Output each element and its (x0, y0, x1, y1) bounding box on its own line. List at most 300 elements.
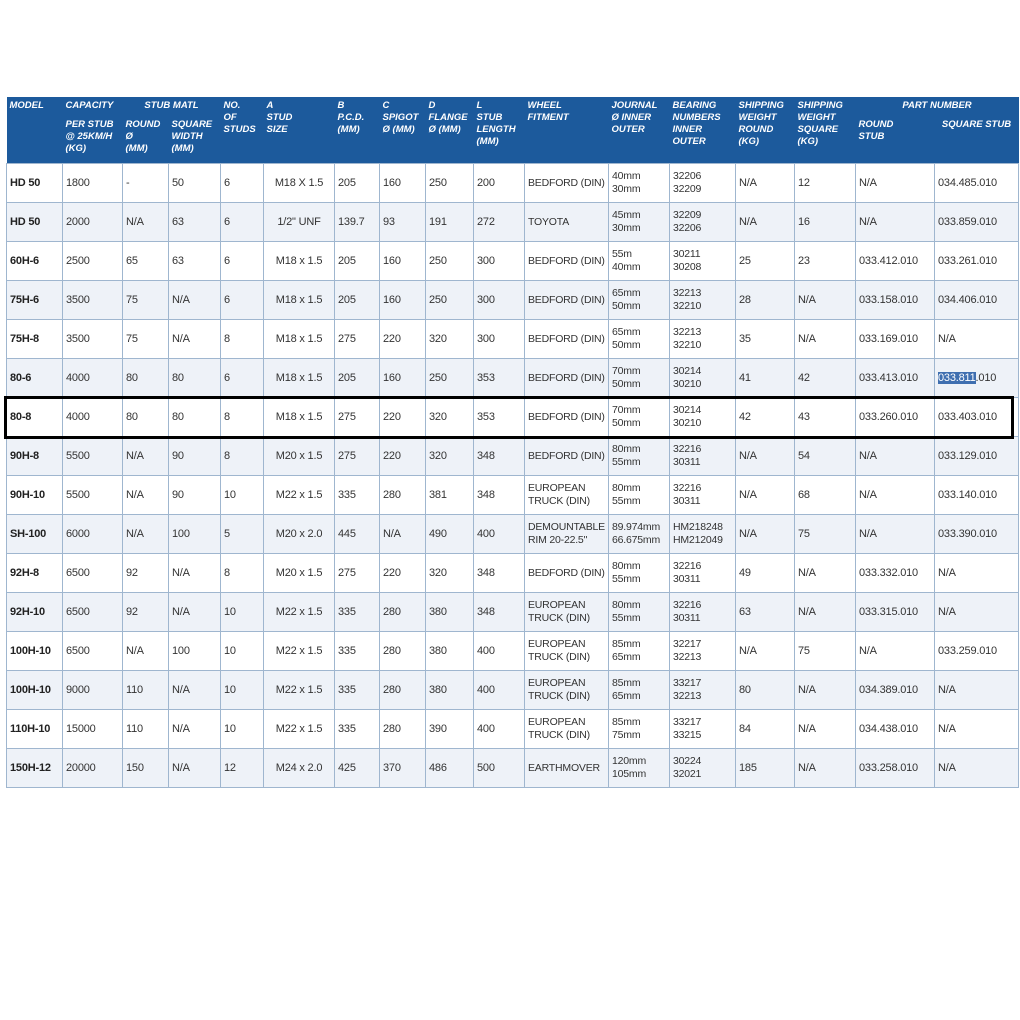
cell-journal: 40mm 30mm (609, 164, 670, 203)
cell-ship-round: N/A (736, 203, 795, 242)
cell-ship-square: 12 (795, 164, 856, 203)
cell-ship-round: 42 (736, 398, 795, 437)
cell-stub-length: 400 (474, 671, 525, 710)
cell-no-studs: 6 (221, 164, 264, 203)
header-stud-size: A STUD SIZE (264, 97, 335, 164)
cell-bearing: 33217 32213 (670, 671, 736, 710)
cell-pcd: 275 (335, 554, 380, 593)
cell-pcd: 139.7 (335, 203, 380, 242)
cell-no-studs: 10 (221, 476, 264, 515)
cell-bearing: 32213 32210 (670, 281, 736, 320)
cell-ship-round: 84 (736, 710, 795, 749)
cell-round-d: N/A (123, 515, 169, 554)
cell-square-width: N/A (169, 593, 221, 632)
cell-wheel-fitment: EUROPEAN TRUCK (DIN) (525, 593, 609, 632)
header-ship-square: SHIPPING WEIGHT SQUARE (KG) (795, 97, 856, 164)
cell-journal: 70mm 50mm (609, 398, 670, 437)
cell-capacity: 1800 (63, 164, 123, 203)
cell-round-d: 80 (123, 398, 169, 437)
cell-round-d: 92 (123, 593, 169, 632)
cell-flange: 191 (426, 203, 474, 242)
table-row (7, 476, 1019, 515)
cell-stub-length: 400 (474, 515, 525, 554)
cell-spigot: 93 (380, 203, 426, 242)
cell-spigot: 160 (380, 359, 426, 398)
cell-round-d: 65 (123, 242, 169, 281)
cell-ship-square: 23 (795, 242, 856, 281)
cell-flange: 320 (426, 554, 474, 593)
cell-flange: 390 (426, 710, 474, 749)
cell-part-round: 034.438.010 (856, 710, 935, 749)
cell-no-studs: 10 (221, 671, 264, 710)
cell-stud-size: M22 x 1.5 (264, 476, 335, 515)
header-capacity: CAPACITY (63, 97, 123, 118)
cell-flange: 250 (426, 242, 474, 281)
cell-bearing: 32209 32206 (670, 203, 736, 242)
cell-stud-size: M20 x 2.0 (264, 515, 335, 554)
table-row (7, 671, 1019, 710)
cell-journal: 89.974mm 66.675mm (609, 515, 670, 554)
cell-part-round: 033.260.010 (856, 398, 935, 437)
cell-flange: 381 (426, 476, 474, 515)
cell-part-round: 033.332.010 (856, 554, 935, 593)
cell-journal: 85mm 65mm (609, 671, 670, 710)
cell-flange: 320 (426, 437, 474, 476)
cell-part-round: 033.412.010 (856, 242, 935, 281)
cell-journal: 70mm 50mm (609, 359, 670, 398)
cell-pcd: 335 (335, 710, 380, 749)
cell-stud-size: M22 x 1.5 (264, 593, 335, 632)
header-square-stub: SQUARE STUB (935, 118, 1019, 164)
cell-stud-size: M18 x 1.5 (264, 320, 335, 359)
cell-pcd: 335 (335, 593, 380, 632)
cell-wheel-fitment: EUROPEAN TRUCK (DIN) (525, 476, 609, 515)
table-row (7, 164, 1019, 203)
cell-pcd: 275 (335, 398, 380, 437)
cell-bearing: 33217 33215 (670, 710, 736, 749)
cell-pcd: 205 (335, 164, 380, 203)
cell-ship-square: N/A (795, 593, 856, 632)
cell-square-width: N/A (169, 671, 221, 710)
cell-ship-square: N/A (795, 749, 856, 788)
cell-stub-length: 200 (474, 164, 525, 203)
cell-square-width: N/A (169, 320, 221, 359)
cell-bearing: 32216 30311 (670, 437, 736, 476)
cell-capacity: 4000 (63, 398, 123, 437)
cell-model: 100H-10 (7, 671, 63, 710)
table-row (7, 398, 1019, 437)
cell-stub-length: 300 (474, 320, 525, 359)
cell-model: 100H-10 (7, 632, 63, 671)
cell-capacity: 3500 (63, 281, 123, 320)
cell-flange: 490 (426, 515, 474, 554)
cell-square-width: 90 (169, 437, 221, 476)
cell-part-round: 033.315.010 (856, 593, 935, 632)
cell-square-width: N/A (169, 554, 221, 593)
cell-capacity: 6500 (63, 593, 123, 632)
cell-pcd: 335 (335, 671, 380, 710)
cell-model: 150H-12 (7, 749, 63, 788)
cell-bearing: 32217 32213 (670, 632, 736, 671)
cell-stud-size: M18 x 1.5 (264, 359, 335, 398)
cell-flange: 380 (426, 593, 474, 632)
stub-axle-spec-table (6, 97, 1019, 788)
cell-round-d: - (123, 164, 169, 203)
cell-journal: 80mm 55mm (609, 593, 670, 632)
cell-bearing: 30214 30210 (670, 398, 736, 437)
cell-pcd: 275 (335, 437, 380, 476)
cell-bearing: 32216 30311 (670, 593, 736, 632)
cell-part-square: 033.403.010 (935, 398, 1019, 437)
cell-part-round: N/A (856, 476, 935, 515)
cell-ship-square: 16 (795, 203, 856, 242)
cell-pcd: 205 (335, 281, 380, 320)
cell-wheel-fitment: BEDFORD (DIN) (525, 359, 609, 398)
cell-model: 80-6 (7, 359, 63, 398)
cell-stub-length: 348 (474, 476, 525, 515)
cell-capacity: 2000 (63, 203, 123, 242)
cell-ship-square: 75 (795, 515, 856, 554)
header-part-number: PART NUMBER (856, 97, 1019, 118)
cell-part-square: N/A (935, 710, 1019, 749)
cell-wheel-fitment: EARTHMOVER (525, 749, 609, 788)
cell-spigot: 370 (380, 749, 426, 788)
cell-wheel-fitment: BEDFORD (DIN) (525, 398, 609, 437)
cell-model: 75H-8 (7, 320, 63, 359)
cell-stub-length: 348 (474, 554, 525, 593)
cell-bearing: 32206 32209 (670, 164, 736, 203)
header-stub-matl: STUB MATL (123, 97, 221, 118)
cell-round-d: N/A (123, 632, 169, 671)
cell-stud-size: M22 x 1.5 (264, 632, 335, 671)
cell-part-square: 033.811.010 (935, 359, 1019, 398)
cell-part-square: 033.390.010 (935, 515, 1019, 554)
cell-ship-round: 185 (736, 749, 795, 788)
table-row (7, 749, 1019, 788)
cell-part-round: 033.258.010 (856, 749, 935, 788)
cell-spigot: 280 (380, 710, 426, 749)
cell-square-width: 90 (169, 476, 221, 515)
cell-part-square: 033.859.010 (935, 203, 1019, 242)
text-selection[interactable]: 033.811 (938, 371, 976, 384)
cell-square-width: N/A (169, 749, 221, 788)
cell-ship-round: N/A (736, 164, 795, 203)
cell-model: 92H-8 (7, 554, 63, 593)
cell-ship-round: 80 (736, 671, 795, 710)
cell-ship-square: 42 (795, 359, 856, 398)
cell-pcd: 425 (335, 749, 380, 788)
cell-no-studs: 10 (221, 593, 264, 632)
cell-part-round: 034.389.010 (856, 671, 935, 710)
cell-square-width: 80 (169, 398, 221, 437)
cell-square-width: 100 (169, 632, 221, 671)
cell-model: 80-8 (7, 398, 63, 437)
cell-capacity: 6500 (63, 554, 123, 593)
cell-part-square: 033.129.010 (935, 437, 1019, 476)
header-stub-length: L STUB LENGTH (MM) (474, 97, 525, 164)
cell-spigot: 280 (380, 632, 426, 671)
cell-capacity: 6000 (63, 515, 123, 554)
cell-spigot: 220 (380, 437, 426, 476)
cell-no-studs: 10 (221, 632, 264, 671)
cell-spigot: 280 (380, 671, 426, 710)
cell-stud-size: M20 x 1.5 (264, 437, 335, 476)
cell-no-studs: 8 (221, 398, 264, 437)
cell-ship-round: N/A (736, 632, 795, 671)
cell-no-studs: 6 (221, 359, 264, 398)
cell-part-round: N/A (856, 437, 935, 476)
cell-round-d: N/A (123, 437, 169, 476)
cell-part-round: 033.169.010 (856, 320, 935, 359)
cell-wheel-fitment: TOYOTA (525, 203, 609, 242)
cell-flange: 486 (426, 749, 474, 788)
cell-spigot: 220 (380, 398, 426, 437)
cell-wheel-fitment: BEDFORD (DIN) (525, 320, 609, 359)
cell-square-width: 80 (169, 359, 221, 398)
header-pcd: B P.C.D. (MM) (335, 97, 380, 164)
header-round-d: ROUND Ø (MM) (123, 118, 169, 164)
cell-part-round: N/A (856, 632, 935, 671)
cell-wheel-fitment: EUROPEAN TRUCK (DIN) (525, 671, 609, 710)
table-row (7, 281, 1019, 320)
table-body (7, 164, 1019, 788)
table-row (7, 515, 1019, 554)
cell-ship-round: N/A (736, 476, 795, 515)
cell-square-width: N/A (169, 281, 221, 320)
cell-round-d: 92 (123, 554, 169, 593)
cell-round-d: 75 (123, 320, 169, 359)
cell-model: HD 50 (7, 164, 63, 203)
cell-flange: 250 (426, 164, 474, 203)
cell-flange: 250 (426, 281, 474, 320)
cell-capacity: 20000 (63, 749, 123, 788)
cell-stub-length: 300 (474, 281, 525, 320)
header-journal: JOURNAL Ø INNER OUTER (609, 97, 670, 164)
cell-ship-round: 63 (736, 593, 795, 632)
cell-ship-round: N/A (736, 515, 795, 554)
cell-ship-square: 68 (795, 476, 856, 515)
cell-round-d: 150 (123, 749, 169, 788)
cell-round-d: N/A (123, 476, 169, 515)
cell-part-square: 034.406.010 (935, 281, 1019, 320)
cell-ship-square: N/A (795, 710, 856, 749)
cell-pcd: 205 (335, 242, 380, 281)
table-row (7, 242, 1019, 281)
header-spigot: C SPIGOT Ø (MM) (380, 97, 426, 164)
cell-no-studs: 8 (221, 554, 264, 593)
cell-spigot: N/A (380, 515, 426, 554)
cell-capacity: 5500 (63, 437, 123, 476)
cell-model: SH-100 (7, 515, 63, 554)
cell-capacity: 6500 (63, 632, 123, 671)
table-row (7, 359, 1019, 398)
cell-spigot: 220 (380, 554, 426, 593)
cell-model: 90H-8 (7, 437, 63, 476)
cell-pcd: 275 (335, 320, 380, 359)
cell-part-square: N/A (935, 593, 1019, 632)
cell-capacity: 2500 (63, 242, 123, 281)
table-row (7, 554, 1019, 593)
cell-model: 75H-6 (7, 281, 63, 320)
cell-part-round: N/A (856, 164, 935, 203)
cell-ship-round: 35 (736, 320, 795, 359)
cell-stub-length: 400 (474, 632, 525, 671)
cell-journal: 65mm 50mm (609, 320, 670, 359)
cell-bearing: 32213 32210 (670, 320, 736, 359)
cell-flange: 320 (426, 398, 474, 437)
cell-flange: 380 (426, 671, 474, 710)
cell-spigot: 160 (380, 164, 426, 203)
cell-ship-square: N/A (795, 281, 856, 320)
header-no-studs: NO. OF STUDS (221, 97, 264, 164)
cell-ship-square: N/A (795, 554, 856, 593)
cell-stub-length: 348 (474, 437, 525, 476)
cell-part-square: 033.259.010 (935, 632, 1019, 671)
cell-part-square: 033.140.010 (935, 476, 1019, 515)
table-row (7, 437, 1019, 476)
cell-model: 92H-10 (7, 593, 63, 632)
header-square-width: SQUARE WIDTH (MM) (169, 118, 221, 164)
cell-spigot: 280 (380, 476, 426, 515)
cell-ship-square: N/A (795, 320, 856, 359)
cell-stud-size: M20 x 1.5 (264, 554, 335, 593)
cell-pcd: 335 (335, 632, 380, 671)
cell-square-width: 100 (169, 515, 221, 554)
cell-round-d: N/A (123, 203, 169, 242)
cell-stud-size: 1/2" UNF (264, 203, 335, 242)
cell-pcd: 445 (335, 515, 380, 554)
cell-round-d: 110 (123, 710, 169, 749)
cell-no-studs: 8 (221, 437, 264, 476)
cell-journal: 55m 40mm (609, 242, 670, 281)
cell-part-square: 033.261.010 (935, 242, 1019, 281)
cell-spigot: 160 (380, 281, 426, 320)
cell-wheel-fitment: BEDFORD (DIN) (525, 242, 609, 281)
header-model: MODEL (7, 97, 63, 164)
header-flange: D FLANGE Ø (MM) (426, 97, 474, 164)
cell-stub-length: 272 (474, 203, 525, 242)
cell-model: 90H-10 (7, 476, 63, 515)
cell-no-studs: 6 (221, 242, 264, 281)
cell-spigot: 160 (380, 242, 426, 281)
cell-no-studs: 6 (221, 281, 264, 320)
cell-journal: 80mm 55mm (609, 554, 670, 593)
cell-stud-size: M18 x 1.5 (264, 281, 335, 320)
cell-part-round: 033.158.010 (856, 281, 935, 320)
header-wheel-fitment: WHEEL FITMENT (525, 97, 609, 164)
cell-part-square: N/A (935, 320, 1019, 359)
cell-no-studs: 12 (221, 749, 264, 788)
cell-ship-round: 49 (736, 554, 795, 593)
cell-square-width: N/A (169, 710, 221, 749)
cell-wheel-fitment: BEDFORD (DIN) (525, 164, 609, 203)
cell-stub-length: 400 (474, 710, 525, 749)
cell-pcd: 205 (335, 359, 380, 398)
cell-square-width: 50 (169, 164, 221, 203)
cell-spigot: 220 (380, 320, 426, 359)
cell-stub-length: 348 (474, 593, 525, 632)
cell-stud-size: M18 X 1.5 (264, 164, 335, 203)
cell-wheel-fitment: BEDFORD (DIN) (525, 281, 609, 320)
cell-pcd: 335 (335, 476, 380, 515)
cell-spigot: 280 (380, 593, 426, 632)
cell-bearing: 30211 30208 (670, 242, 736, 281)
cell-model: 110H-10 (7, 710, 63, 749)
cell-stud-size: M22 x 1.5 (264, 671, 335, 710)
header-ship-round: SHIPPING WEIGHT ROUND (KG) (736, 97, 795, 164)
cell-part-square: N/A (935, 671, 1019, 710)
cell-ship-square: N/A (795, 671, 856, 710)
cell-journal: 85mm 75mm (609, 710, 670, 749)
cell-bearing: HM218248 HM212049 (670, 515, 736, 554)
cell-wheel-fitment: BEDFORD (DIN) (525, 437, 609, 476)
cell-stud-size: M18 x 1.5 (264, 242, 335, 281)
cell-stub-length: 353 (474, 359, 525, 398)
cell-ship-square: 54 (795, 437, 856, 476)
cell-ship-square: 43 (795, 398, 856, 437)
cell-bearing: 32216 30311 (670, 554, 736, 593)
cell-capacity: 3500 (63, 320, 123, 359)
cell-journal: 80mm 55mm (609, 476, 670, 515)
cell-bearing: 30214 30210 (670, 359, 736, 398)
cell-part-square: N/A (935, 749, 1019, 788)
cell-journal: 65mm 50mm (609, 281, 670, 320)
header-round-stub: ROUND STUB (856, 118, 935, 164)
cell-part-round: N/A (856, 203, 935, 242)
cell-round-d: 110 (123, 671, 169, 710)
cell-part-square: 034.485.010 (935, 164, 1019, 203)
cell-ship-square: 75 (795, 632, 856, 671)
cell-capacity: 5500 (63, 476, 123, 515)
table-row (7, 593, 1019, 632)
table-row (7, 710, 1019, 749)
cell-stub-length: 353 (474, 398, 525, 437)
cell-square-width: 63 (169, 242, 221, 281)
cell-stud-size: M18 x 1.5 (264, 398, 335, 437)
cell-no-studs: 5 (221, 515, 264, 554)
cell-journal: 85mm 65mm (609, 632, 670, 671)
cell-flange: 250 (426, 359, 474, 398)
cell-journal: 120mm 105mm (609, 749, 670, 788)
cell-part-square: N/A (935, 554, 1019, 593)
cell-journal: 80mm 55mm (609, 437, 670, 476)
cell-ship-round: 41 (736, 359, 795, 398)
table-row (7, 320, 1019, 359)
cell-flange: 380 (426, 632, 474, 671)
cell-wheel-fitment: EUROPEAN TRUCK (DIN) (525, 710, 609, 749)
cell-wheel-fitment: BEDFORD (DIN) (525, 554, 609, 593)
cell-capacity: 15000 (63, 710, 123, 749)
cell-part-round: 033.413.010 (856, 359, 935, 398)
cell-journal: 45mm 30mm (609, 203, 670, 242)
header-bearing: BEARING NUMBERS INNER OUTER (670, 97, 736, 164)
cell-ship-round: N/A (736, 437, 795, 476)
cell-no-studs: 6 (221, 203, 264, 242)
cell-bearing: 30224 32021 (670, 749, 736, 788)
cell-no-studs: 10 (221, 710, 264, 749)
cell-stub-length: 300 (474, 242, 525, 281)
cell-model: 60H-6 (7, 242, 63, 281)
cell-capacity: 4000 (63, 359, 123, 398)
cell-part-round: N/A (856, 515, 935, 554)
cell-ship-round: 25 (736, 242, 795, 281)
cell-square-width: 63 (169, 203, 221, 242)
cell-ship-round: 28 (736, 281, 795, 320)
table-row (7, 632, 1019, 671)
cell-bearing: 32216 30311 (670, 476, 736, 515)
cell-round-d: 80 (123, 359, 169, 398)
cell-wheel-fitment: DEMOUNTABLE RIM 20-22.5" (525, 515, 609, 554)
